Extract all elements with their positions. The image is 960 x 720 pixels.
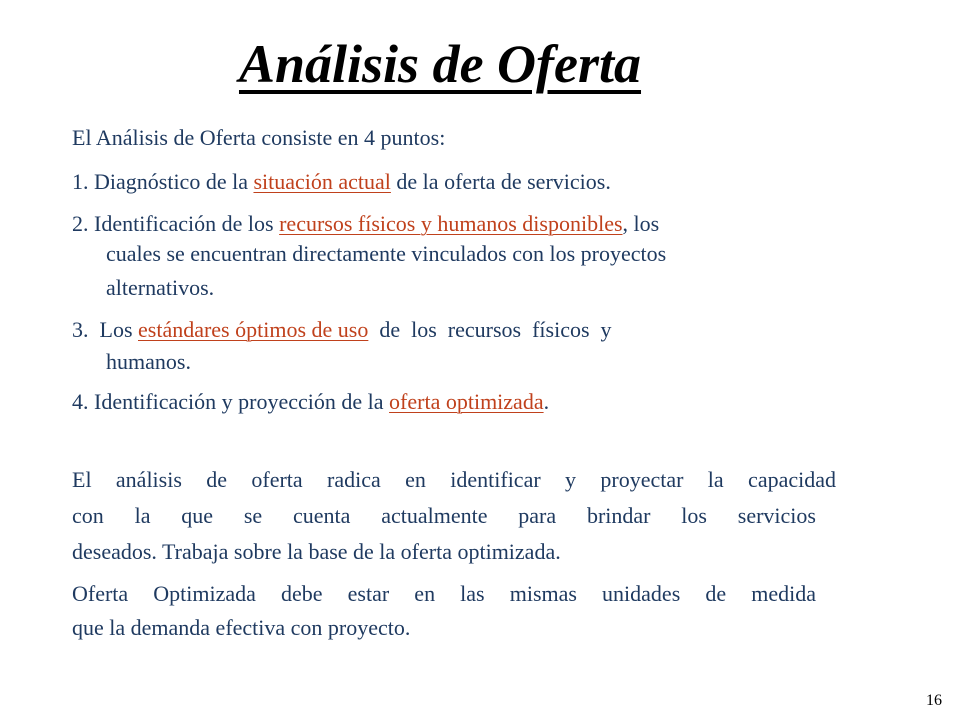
item4-suffix: .: [543, 389, 550, 414]
paragraph2-line1: Oferta Optimizada debe estar en las mismas unidades de medida: [72, 581, 816, 606]
item3-link[interactable]: estándares óptimos de uso: [138, 317, 369, 342]
intro-label: El Análisis de Oferta consiste en 4 puntos:: [72, 125, 446, 150]
paragraph1-line2: con la que se cuenta actualmente para brindar los servicios: [72, 503, 816, 528]
item2-link[interactable]: recursos físicos y humanos disponibles: [279, 211, 623, 236]
list-item-3: [72, 314, 612, 346]
paragraph1-line3: deseados. Trabaja sobre la base de la oferta optimizada.: [72, 539, 561, 564]
item1-suffix: de la oferta de servicios.: [390, 169, 611, 194]
list-item-2: [72, 208, 659, 240]
paragraph1-line1: El análisis de oferta radica en identificar y proyectar la capacidad: [72, 467, 836, 492]
item3-suffix: de los recursos físicos y: [368, 317, 612, 342]
item1-link[interactable]: situación actual: [253, 169, 391, 194]
item3-line2: humanos.: [106, 349, 191, 374]
item4-prefix: 4. Identificación y proyección de la: [72, 389, 390, 414]
list-item-1: [72, 166, 611, 198]
item4-link[interactable]: oferta optimizada: [389, 389, 544, 414]
page-number: 16: [926, 692, 942, 709]
intro-text: [72, 122, 445, 154]
slide-title: Análisis de Oferta: [238, 34, 642, 94]
item2-line3: alternativos.: [106, 275, 215, 300]
item2-line2: cuales se encuentran directamente vinculados con los proyectos: [106, 241, 667, 266]
item1-prefix: 1. Diagnóstico de la: [72, 169, 254, 194]
list-item-4: [72, 386, 549, 418]
paragraph2-line2: que la demanda efectiva con proyecto.: [72, 615, 411, 640]
item2-suffix: , los: [622, 211, 660, 236]
item3-prefix: 3. Los: [72, 317, 138, 342]
item2-prefix: 2. Identificación de los: [72, 211, 280, 236]
